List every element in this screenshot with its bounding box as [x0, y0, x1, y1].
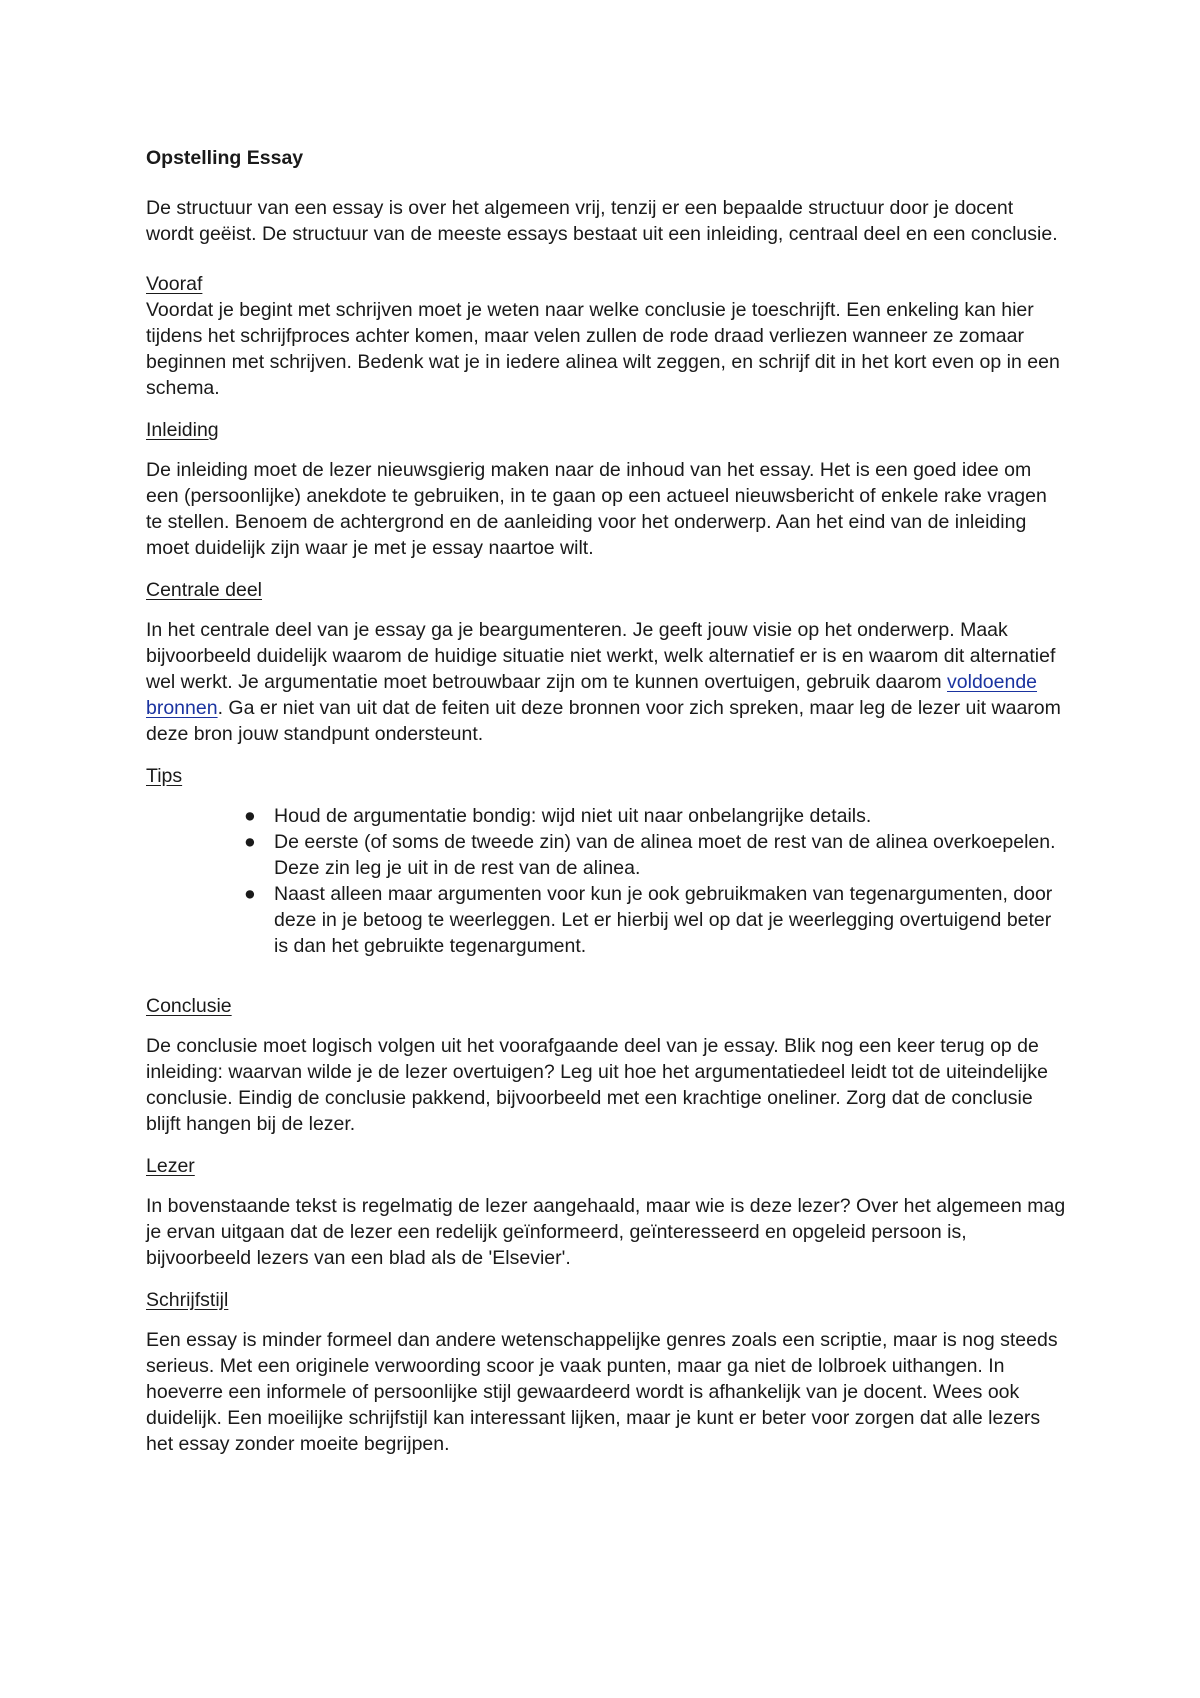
section-centrale-deel: [146, 577, 1066, 747]
section-heading-conclusie: Conclusie: [146, 995, 232, 1017]
centrale-deel-text-before-link: In het centrale deel van je essay ga je beargumenteren. Je geeft jouw visie op het onderwerp. Maak bijvoorbeeld duidelijk waarom de huidige situatie niet werkt, welk alternatief er is en waarom dit alternatief wel werkt. Je argumentatie moet betrouwbaar zijn om te kunnen overtuigen, gebruik daarom: [146, 619, 1056, 693]
tips-list: [146, 803, 1066, 959]
voldoende-bronnen-link[interactable]: voldoende bronnen: [146, 671, 1038, 719]
list-item: [244, 829, 1066, 881]
section-conclusie: [146, 993, 1066, 1137]
bullet-icon: ●: [244, 805, 256, 827]
section-inleiding: [146, 417, 1066, 561]
section-text-inleiding: De inleiding moet de lezer nieuwsgierig maken naar de inhoud van het essay. Het is een goed idee om een (persoonlijke) anekdote te gebruiken, in te gaan op een actueel nieuwsbericht of enkele rake vragen te stellen. Benoem de achtergrond en de aanleiding voor het onderwerp. Aan het eind van de inleiding moet duidelijk zijn waar je met je essay naartoe wilt.: [146, 459, 1047, 559]
section-heading-vooraf: Vooraf: [146, 273, 203, 295]
section-tips: [146, 763, 1066, 959]
section-heading-schrijfstijl: Schrijfstijl: [146, 1289, 229, 1311]
section-vooraf: [146, 271, 1066, 401]
section-text-lezer: In bovenstaande tekst is regelmatig de lezer aangehaald, maar wie is deze lezer? Over het algemeen mag je ervan uitgaan dat de lezer een redelijk geïnformeerd, geïnteresseerd en opgeleid persoon is, bijvoorbeeld lezers van een blad als de 'Elsevier'.: [146, 1195, 1066, 1269]
section-heading-tips: Tips: [146, 765, 183, 787]
tip-text: Houd de argumentatie bondig: wijd niet uit naar onbelangrijke details.: [274, 805, 872, 827]
section-heading-centrale-deel: Centrale deel: [146, 579, 262, 601]
intro-paragraph: De structuur van een essay is over het algemeen vrij, tenzij er een bepaalde structuur door je docent wordt geëist. De structuur van de meeste essays bestaat uit een inleiding, centraal deel en een conclusie.: [146, 197, 1058, 245]
section-text-vooraf: Voordat je begint met schrijven moet je weten naar welke conclusie je toeschrijft. Een enkeling kan hier tijdens het schrijfproces achter komen, maar velen zullen de rode draad verliezen wanneer ze zomaar beginnen met schrijven. Bedenk wat je in iedere alinea wilt zeggen, en schrijf dit in het kort even op in een schema.: [146, 299, 1060, 399]
centrale-deel-text-after-link: . Ga er niet van uit dat de feiten uit deze bronnen voor zich spreken, maar leg de lezer uit waarom deze bron jouw standpunt ondersteunt.: [146, 697, 1061, 745]
section-text-conclusie: De conclusie moet logisch volgen uit het voorafgaande deel van je essay. Blik nog een keer terug op de inleiding: waarvan wilde je de lezer overtuigen? Leg uit hoe het argumentatiedeel leidt tot de uiteindelijke conclusie. Eindig de conclusie pakkend, bijvoorbeeld met een krachtige oneliner. Zorg dat de conclusie blijft hangen bij de lezer.: [146, 1035, 1048, 1135]
section-heading-lezer: Lezer: [146, 1155, 195, 1177]
section-heading-inleiding: Inleiding: [146, 419, 219, 441]
section-text-centrale-deel: [146, 617, 1066, 747]
section-schrijfstijl: [146, 1287, 1066, 1457]
list-item: [244, 881, 1066, 959]
section-lezer: [146, 1153, 1066, 1271]
tip-text: Naast alleen maar argumenten voor kun je ook gebruikmaken van tegenargumenten, door deze in je betoog te weerleggen. Let er hierbij wel op dat je weerlegging overtuigend beter is dan het gebruikte tegenargument.: [274, 883, 1053, 957]
document-page: [146, 145, 1066, 1473]
tip-text: De eerste (of soms de tweede zin) van de alinea moet de rest van de alinea overkoepelen. Deze zin leg je uit in de rest van de alinea.: [274, 831, 1056, 879]
section-text-schrijfstijl: Een essay is minder formeel dan andere wetenschappelijke genres zoals een scriptie, maar is nog steeds serieus. Met een originele verwoording scoor je vaak punten, maar ga niet de lolbroek uithangen. In hoeverre een informele of persoonlijke stijl gewaardeerd wordt is afhankelijk van je docent. Wees ook duidelijk. Een moeilijke schrijfstijl kan interessant lijken, maar je kunt er beter voor zorgen dat alle lezers het essay zonder moeite begrijpen.: [146, 1329, 1058, 1455]
bullet-icon: ●: [244, 831, 256, 853]
list-item: [244, 803, 1066, 829]
document-title: Opstelling Essay: [146, 147, 304, 169]
bullet-icon: ●: [244, 883, 256, 905]
